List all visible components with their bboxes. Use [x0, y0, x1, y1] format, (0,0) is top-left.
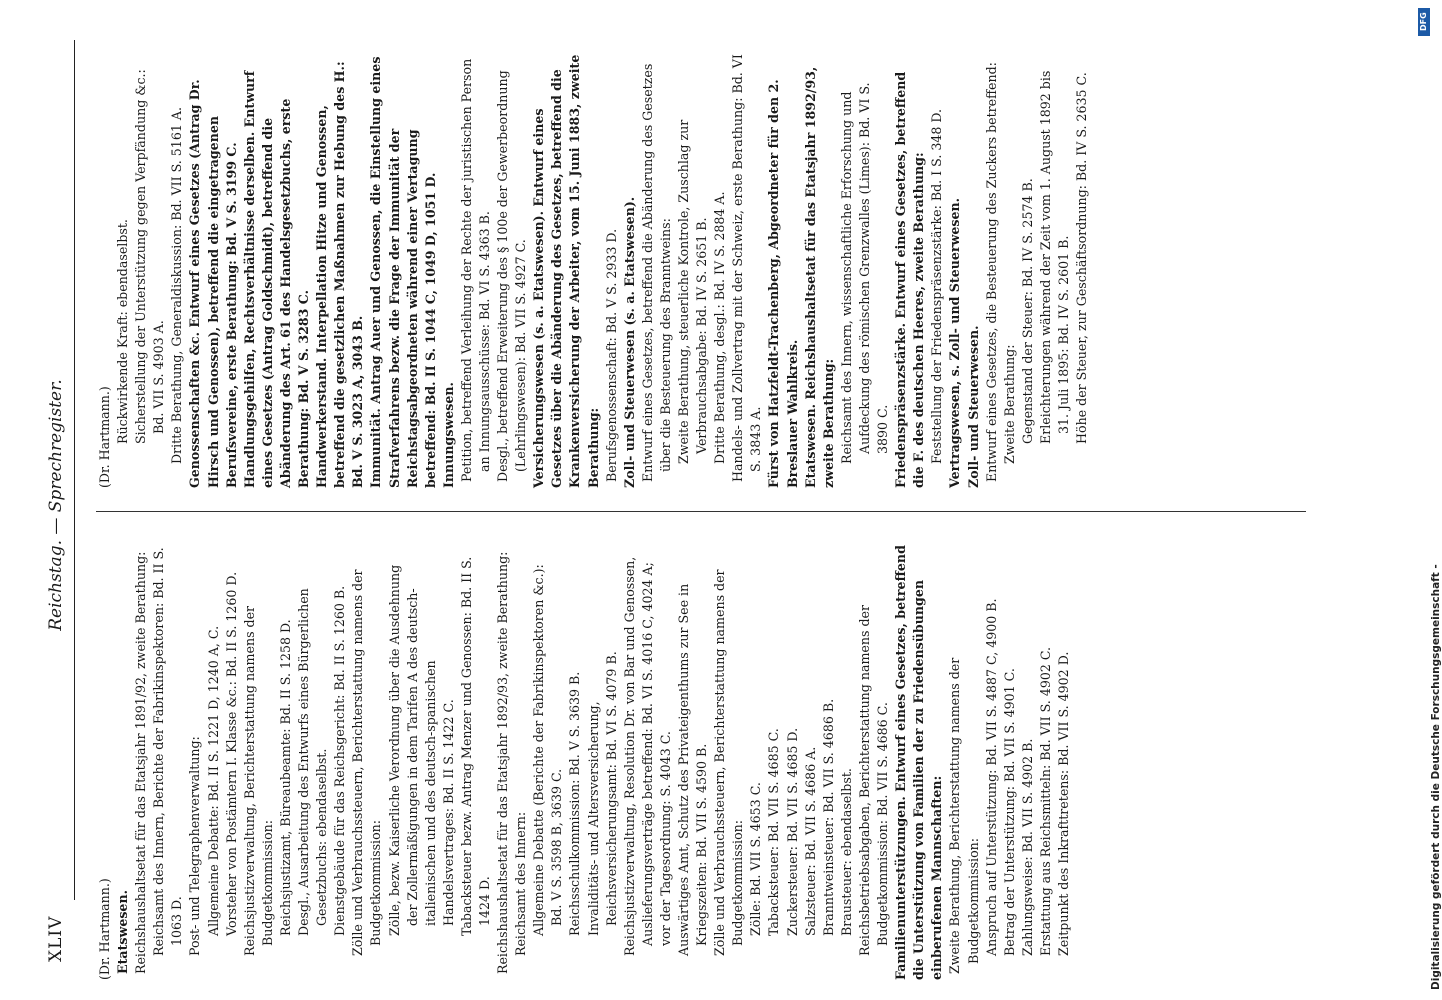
register-entry: Reichshaushaltsetat für das Etatsjahr 1891/92, zweite Berathung:	[133, 551, 149, 974]
header-rule	[74, 40, 75, 900]
register-entry: Rückwirkende Kraft: ebendaselbst.	[115, 219, 131, 444]
register-entry: Dritte Berathung, desgl.: Bd. IV S. 2884 A.	[712, 191, 728, 464]
page-number: XLIV	[46, 915, 66, 962]
page-header	[46, 20, 76, 990]
register-entry: Erleichterungen während der Zeit vom 1. August 1892 bis 31. Juli 1895: Bd. IV S. 2601 B.	[1037, 70, 1071, 444]
register-entry: Salzsteuer: Bd. VII S. 4686 A.	[802, 746, 818, 936]
dfg-logo: DFG	[1418, 8, 1430, 36]
register-entry: Reichshaushaltsetat für das Etatsjahr 1892/93, zweite Berathung:	[495, 551, 511, 974]
register-entry: Höhe der Steuer, zur Geschäftsordnung: Bd. IV S. 2635 C.	[1074, 72, 1090, 444]
register-entry: Invaliditäts- und Altersversicherung, Reichsversicherungsamt: Bd. VI S. 4079 B.	[585, 651, 619, 936]
register-entry: Zweite Berathung, steuerliche Kontrole, Zuschlag zur Verbrauchsabgabe: Bd. IV S. 2651 B.	[676, 119, 710, 464]
register-entry: Vertragswesen, s. Zoll- und Steuerwesen.	[947, 197, 963, 488]
register-entry: Zahlungsweise: Bd. VII S. 4902 B.	[1019, 738, 1035, 956]
register-entry: Zölle und Verbrauchssteuern, Berichterstattung namens der Budgetkommission:	[712, 569, 746, 956]
register-entry: Handwerkerstand. Interpellation Hitze und Genossen, betreffend die gesetzlichen Maßnahmen zur Hebung des H.: Bd. V S. 3023 A, 3043 B.	[314, 61, 366, 488]
register-entry: Desgl., Ausarbeitung des Entwurfs eines Bürgerlichen Gesetzbuchs: ebendaselbst.	[296, 588, 330, 936]
register-entry: Handlungsgehilfen, Rechtsverhältnisse derselben. Entwurf eines Gesetzes (Antrag Goldschmidt), betreffend die Abänderung des Art. 61 des Handelsgesetzbuchs, erste Berathung: Bd. V S. 3283 C.	[241, 70, 312, 488]
register-entry: Handels- und Zollvertrag mit der Schweiz, erste Berathung: Bd. VI S. 3843 A.	[730, 54, 764, 482]
register-entry: Zoll- und Steuerwesen.	[965, 325, 981, 488]
register-entry: Reichsjustizverwaltung, Berichterstattung namens der Budgetkommission:	[241, 605, 275, 956]
register-entry: Zuckersteuer: Bd. VII S. 4685 D.	[784, 727, 800, 936]
register-entry: Petition, betreffend Verleihung der Rechte der juristischen Person an Innungsausschüsse: Bd. VI S. 4363 B.	[458, 58, 492, 482]
column-divider	[96, 511, 1306, 512]
register-entry: Dritte Berathung, Generaldiskussion: Bd. VII S. 5161 A.	[169, 107, 185, 464]
register-entry: Reichsjustizamt, Büreaubeamte: Bd. II S. 1258 D.	[277, 619, 293, 936]
register-entry: Branntweinsteuer: Bd. VII S. 4686 B.	[820, 698, 836, 936]
register-entry: Anspruch auf Unterstützung: Bd. VII S. 4887 C, 4900 B.	[983, 598, 999, 956]
register-entry: Brausteuer: ebendaselbst.	[838, 768, 854, 936]
register-entry: Zeitpunkt des Inkrafttretens: Bd. VII S. 4902 D.	[1055, 651, 1071, 956]
register-entry: Sicherstellung der Unterstützung gegen Verpfändung &c.: Bd. VII S. 4903 A.	[133, 69, 167, 444]
register-entry: Familienunterstützungen. Entwurf eines Gesetzes, betreffend die Unterstützung von Familien der zu Friedensübungen einberufenen Mannschaften:	[893, 545, 945, 980]
register-entry: Post- und Telegraphenverwaltung:	[187, 736, 203, 956]
register-entry: Auswärtiges Amt, Schutz des Privateigenthums zur See in Kriegszeiten: Bd. VII S. 4590 B.	[676, 583, 710, 956]
register-entry: Fürst von Hatzfeldt-Trachenberg, Abgeordneter für den 2. Breslauer Wahlkreis.	[766, 79, 800, 488]
register-entry: Zölle: Bd. VII S. 4653 C.	[748, 782, 764, 936]
register-entry: Erstattung aus Reichsmitteln: Bd. VII S. 4902 C.	[1037, 646, 1053, 956]
right-column	[96, 48, 1091, 488]
register-entry: Dienstgebäude für das Reichsgericht: Bd. II S. 1260 B.	[332, 585, 348, 936]
digitization-note-text: Digitalisierung gefördert durch die Deutsche Forschungsgemeinschaft -	[1430, 564, 1442, 990]
register-entry: (Dr. Hartmann.)	[97, 878, 112, 980]
register-entry: Berufsgenossenschaft: Bd. V S. 2933 D.	[603, 228, 619, 482]
register-entry: (Dr. Hartmann.)	[97, 386, 112, 488]
register-entry: Entwurf eines Gesetzes, die Besteuerung des Zuckers betreffend:	[983, 62, 999, 482]
register-entry: Etatswesen. Reichshaushaltsetat für das Etatsjahr 1892/93, zweite Berathung:	[802, 66, 836, 488]
running-head: Reichstag. — Sprechregister.	[46, 379, 66, 631]
register-entry: Reichsamt des Innern, Berichte der Fabrikinspektoren: Bd. II S. 1063 D.	[151, 547, 185, 956]
register-entry: Reichsbetriebsabgaben, Berichterstattung namens der Budgetkommission: Bd. VII S. 4686 C.	[856, 605, 891, 956]
register-entry: Reichsjustizverwaltung, Resolution Dr. von Bar und Genossen, Auslieferungsverträge betreffend: Bd. VI S. 4016 C, 4024 A; vor der Tagesordnung: S. 4043 C.	[621, 556, 673, 956]
register-entry: Etatswesen.	[115, 890, 131, 974]
register-entry: Reichsamt des Innern, wissenschaftliche Erforschung und Aufdeckung des römischen Grenzwalles (Limes): Bd. VI S. 3890 C.	[838, 82, 891, 464]
register-entry: Zölle, bezw. Kaiserliche Verordnung über die Ausdehnung der Zollermäßigungen in dem Tarifen A des deutsch-italienischen und des deutsch-spanischen Handelsvertrages: Bd. II S. 1422 C.	[386, 564, 456, 936]
register-entry: Friedenspräsenzstärke. Entwurf eines Gesetzes, betreffend die F. des deutschen Heeres, zweite Berathung:	[893, 71, 927, 488]
register-entry: Zweite Berathung, Berichterstattung namens der Budgetkommission:	[947, 657, 981, 974]
register-entry: Reichsschulkommission: Bd. V S. 3639 B.	[567, 671, 583, 936]
register-entry: Desgl., betreffend Erweiterung des § 100e der Gewerbeordnung (Lehrlingswesen): Bd. VII S. 4927 C.	[495, 70, 529, 482]
register-entry: Vorsteher von Postämtern I. Klasse &c.: Bd. II S. 1260 D.	[223, 571, 239, 936]
register-entry: Immunität. Antrag Auer und Genossen, die Einstellung eines Strafverfahrens bezw. die Frage der Immunität der Reichstagsabgeordneten während einer Vertagung betreffend: Bd. II S. 1044 C, 1049 D, 1051 D.	[368, 56, 438, 488]
digitization-note	[1416, 0, 1442, 1000]
register-entry: Entwurf eines Gesetzes, betreffend die Abänderung des Gesetzes über die Besteuerung des Branntweins:	[639, 63, 673, 482]
register-entry: Betrag der Unterstützung: Bd. VII S. 4901 C.	[1001, 668, 1017, 956]
register-entry: Allgemeine Debatte (Berichte der Fabrikinspektoren &c.): Bd. V S. 3598 B, 3639 C.	[531, 564, 565, 936]
register-entry: Innungswesen.	[440, 382, 456, 488]
register-entry: Zweite Berathung:	[1001, 344, 1017, 464]
register-entry: Feststellung der Friedenspräsenzstärke: Bd. I S. 348 D.	[929, 108, 945, 464]
register-entry: Reichsamt des Innern:	[513, 811, 529, 956]
register-entry: Genossenschaften &c. Entwurf eines Gesetzes (Antrag Dr. Hirsch und Genossen), betreffend die eingetragenen Berufsvereine, erste Berathung: Bd. V S. 3199 C.	[187, 79, 239, 488]
register-entry: Tabacksteuer bezw. Antrag Menzer und Genossen: Bd. II S. 1424 D.	[458, 556, 492, 936]
register-entry: Zoll- und Steuerwesen (s. a. Etatswesen).	[621, 196, 637, 488]
register-entry: Gegenstand der Steuer: Bd. IV S. 2574 B.	[1019, 178, 1035, 444]
register-entry: Tabacksteuer: Bd. VII S. 4685 C.	[766, 728, 782, 936]
register-entry: Zölle und Verbrauchssteuern, Berichterstattung namens der Budgetkommission:	[350, 569, 384, 956]
left-column	[96, 540, 1073, 980]
register-entry: Allgemeine Debatte: Bd. II S. 1221 D, 1240 A, C.	[205, 625, 221, 936]
register-entry: Versicherungswesen (s. a. Etatswesen). Entwurf eines Gesetzes über die Abänderung des Gesetzes, betreffend die Krankenversicherung der Arbeiter, vom 15. Juni 1883, zweite Berathung:	[531, 54, 601, 488]
